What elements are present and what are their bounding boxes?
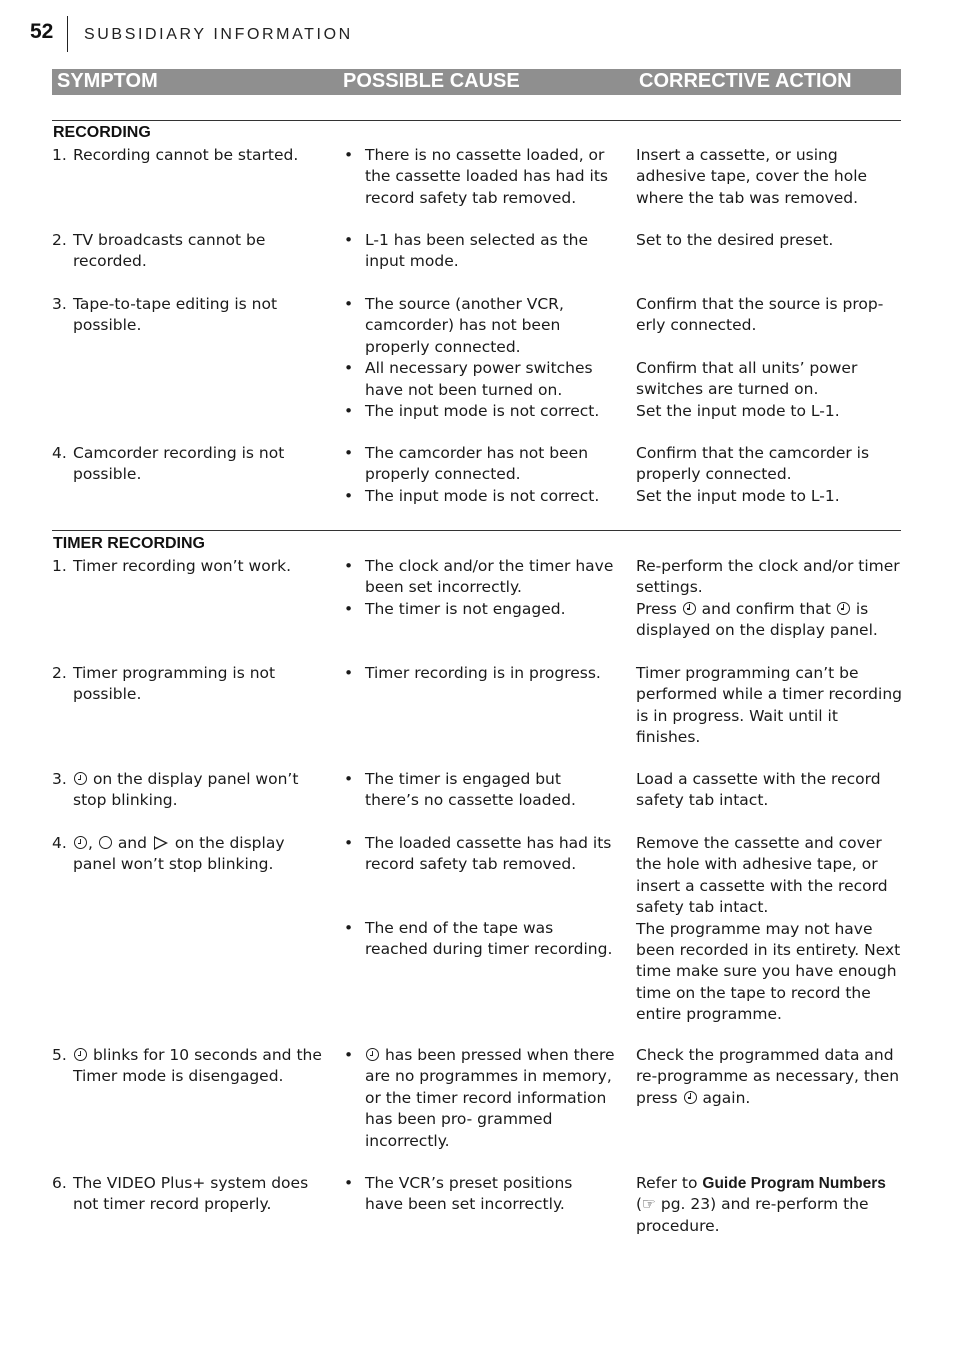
action-cell xyxy=(636,443,904,507)
cause-cell xyxy=(343,663,615,684)
section-rule xyxy=(52,530,901,531)
action-text: Confirm that all units’ power switches are turned on. xyxy=(636,358,858,399)
action-cell xyxy=(636,556,904,642)
symptom-cell xyxy=(52,1045,327,1088)
page-number: 52 xyxy=(30,20,54,43)
cause-cell xyxy=(343,1045,615,1152)
symptom-text: Timer recording won’t work. xyxy=(73,557,291,575)
play-triangle-icon xyxy=(154,836,168,850)
symptom-text: The VIDEO Plus+ system does not timer record properly. xyxy=(73,1174,309,1214)
action-text-part: and confirm that xyxy=(701,599,831,618)
action-text: Re-perform the clock and/or timer settings. xyxy=(636,557,900,597)
cause-item: • The timer is engaged but there’s no cassette loaded. xyxy=(343,769,615,812)
header-corrective-action: CORRECTIVE ACTION xyxy=(639,70,852,92)
cause-item: • The clock and/or the timer have been set incorrectly. xyxy=(343,556,615,599)
action-text xyxy=(636,599,904,642)
timer-clock-icon xyxy=(74,772,87,785)
action-cell xyxy=(636,769,904,812)
symptom-cell xyxy=(52,443,327,486)
table-header xyxy=(52,69,901,95)
row-number: 6. xyxy=(52,1174,67,1192)
symptom-text: Timer programming is not possible. xyxy=(73,664,276,704)
header-symptom: SYMPTOM xyxy=(57,70,158,92)
row-number: 5. xyxy=(52,1046,67,1064)
cause-item xyxy=(343,1045,615,1152)
action-text xyxy=(636,1173,904,1237)
action-cell xyxy=(636,230,904,251)
symptom-text: Recording cannot be started. xyxy=(73,146,299,164)
cause-item: • The input mode is not correct. xyxy=(343,486,615,507)
action-cell xyxy=(636,833,904,1026)
symptom-cell xyxy=(52,833,327,876)
cause-item: • The input mode is not correct. xyxy=(343,401,615,422)
action-text: Set the input mode to L-1. xyxy=(636,486,840,505)
symptom-text: on the display panel won’t stop blinking. xyxy=(73,770,299,810)
cause-cell xyxy=(343,230,615,273)
symptom-text-part: , xyxy=(88,834,93,852)
row-number: 3. xyxy=(52,770,67,788)
action-text-part: again. xyxy=(702,1088,751,1107)
action-text-part: is displayed on the display panel. xyxy=(636,599,878,640)
timer-clock-icon xyxy=(74,1048,87,1061)
row-number: 1. xyxy=(52,557,67,575)
cause-cell xyxy=(343,769,615,812)
symptom-cell xyxy=(52,145,327,166)
cause-item: • The source (another VCR, camcorder) has not been properly connected. xyxy=(343,294,615,358)
symptom-text: Tape-to-tape editing is not possible. xyxy=(73,295,278,335)
action-text: Timer programming can’t be performed while a timer recording is in progress. Wait until it finishes. xyxy=(636,664,902,747)
row-number: 3. xyxy=(52,295,67,313)
symptom-text: blinks for 10 seconds and the Timer mode is disengaged. xyxy=(73,1046,322,1086)
symptom-text-part: on the display panel won’t stop blinking. xyxy=(73,834,285,874)
action-cell xyxy=(636,1173,904,1237)
symptom-text-part: and xyxy=(117,834,147,852)
section-rule xyxy=(52,120,901,121)
symptom-cell xyxy=(52,230,327,273)
cause-cell xyxy=(343,443,615,507)
timer-clock-icon xyxy=(74,836,87,849)
action-text-part: Refer to xyxy=(636,1174,698,1192)
symptom-cell xyxy=(52,556,327,577)
cause-item: • There is no cassette loaded, or the cassette loaded has had its record safety tab removed. xyxy=(343,145,615,209)
guide-program-numbers-ref: Guide Program Numbers xyxy=(702,1175,886,1192)
category-heading-timer-recording: TIMER RECORDING xyxy=(53,535,205,552)
symptom-text-wrap xyxy=(73,1045,327,1088)
cause-item: • The end of the tape was reached during timer recording. xyxy=(343,918,615,961)
row-number: 2. xyxy=(52,231,67,249)
symptom-cell xyxy=(52,1173,327,1216)
symptom-text: TV broadcasts cannot be recorded. xyxy=(73,231,266,271)
action-text: Set the input mode to L-1. xyxy=(636,401,840,420)
row-number: 1. xyxy=(52,146,67,164)
action-text: The programme may not have been recorded in its entirety. Next time make sure you have enough time on the tape to record the entire programme. xyxy=(636,919,901,1024)
record-circle-icon xyxy=(99,836,112,849)
cause-item: • The camcorder has not been properly connected. xyxy=(343,443,615,486)
action-text: Confirm that the source is prop- erly connected. xyxy=(636,295,884,335)
timer-clock-icon xyxy=(684,1091,697,1104)
cause-item: • Timer recording is in progress. xyxy=(343,663,615,684)
action-cell xyxy=(636,294,904,422)
symptom-cell xyxy=(52,294,327,337)
action-cell xyxy=(636,1045,904,1109)
timer-clock-icon xyxy=(837,602,850,615)
symptom-text-wrap xyxy=(73,769,327,812)
cause-cell xyxy=(343,294,615,422)
cause-item: • All necessary power switches have not been turned on. xyxy=(343,358,615,401)
category-heading-recording: RECORDING xyxy=(53,124,151,141)
cause-cell xyxy=(343,556,615,620)
action-text: Remove the cassette and cover the hole with adhesive tape, or insert a cassette with the record safety tab intact. xyxy=(636,834,888,917)
action-text: Set to the desired preset. xyxy=(636,231,834,249)
symptom-text: Camcorder recording is not possible. xyxy=(73,444,285,484)
cause-item: • The loaded cassette has had its record safety tab removed. xyxy=(343,833,615,876)
timer-clock-icon xyxy=(683,602,696,615)
action-text: Load a cassette with the record safety tab intact. xyxy=(636,770,881,810)
header-possible-cause: POSSIBLE CAUSE xyxy=(343,70,520,92)
action-text: Insert a cassette, or using adhesive tape, cover the hole where the tab was removed. xyxy=(636,146,868,207)
cause-item: • The VCR’s preset positions have been set incorrectly. xyxy=(343,1173,615,1216)
row-number: 4. xyxy=(52,444,67,462)
action-cell xyxy=(636,663,904,749)
row-number: 2. xyxy=(52,664,67,682)
cause-cell xyxy=(343,1173,615,1216)
symptom-cell xyxy=(52,663,327,706)
cause-text: has been pressed when there are no programmes in memory, or the timer record information has been pro- grammed incorrectly. xyxy=(365,1046,615,1150)
symptom-text-wrap xyxy=(73,833,327,876)
cause-cell xyxy=(343,833,615,961)
action-cell xyxy=(636,145,904,209)
symptom-cell xyxy=(52,769,327,812)
row-number: 4. xyxy=(52,834,67,852)
action-text: Confirm that the camcorder is properly connected. xyxy=(636,444,870,484)
action-text xyxy=(636,1045,904,1109)
cause-cell xyxy=(343,145,615,209)
action-text-part: (☞ pg. 23) and re-perform the procedure. xyxy=(636,1195,869,1235)
timer-clock-icon xyxy=(366,1048,379,1061)
page-number-divider xyxy=(67,16,68,52)
cause-item: • L-1 has been selected as the input mode. xyxy=(343,230,615,273)
action-text-part: Press xyxy=(636,599,677,618)
action-text-part: Check the programmed data and re-programme as necessary, then press xyxy=(636,1046,900,1107)
cause-item: • The timer is not engaged. xyxy=(343,599,615,620)
section-heading: SUBSIDIARY INFORMATION xyxy=(84,26,353,43)
